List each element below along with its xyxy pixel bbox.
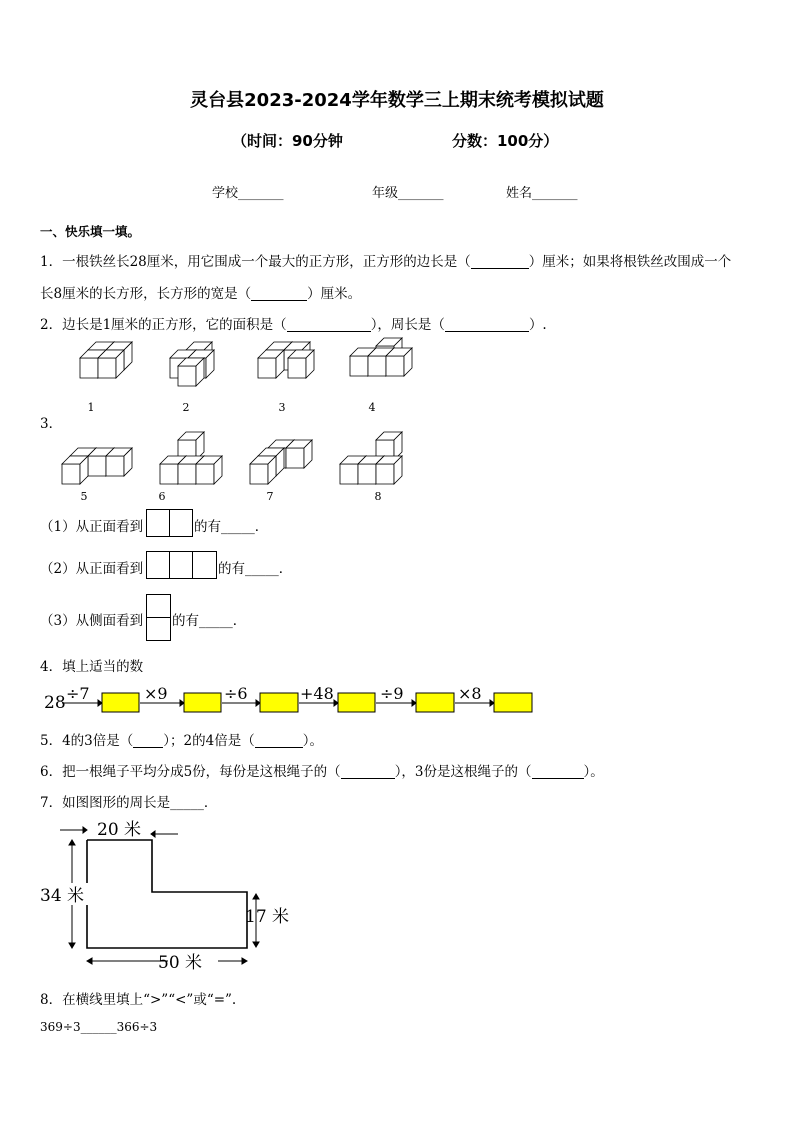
q2-text-c: ）. (528, 317, 547, 333)
question-1-line-1 (40, 250, 731, 270)
answer-box-5[interactable] (416, 693, 454, 712)
question-5 (40, 729, 323, 749)
cube-figure-8 (340, 432, 402, 484)
figure-label-1: 1 (87, 401, 95, 414)
label-bottom-50m: 50 米 (158, 953, 203, 973)
q1-text-a: 1．一根铁丝长28厘米，用它围成一个最大的正方形，正方形的边长是（ (40, 254, 471, 270)
cube-figures (0, 330, 794, 510)
answer-box-4[interactable] (338, 693, 375, 712)
figure-label-2: 2 (182, 401, 190, 414)
question-7: 7．如图图形的周长是_____． (40, 795, 218, 811)
op-divide-9: ÷9 (380, 684, 404, 703)
time-label: （时间：90分钟 (232, 132, 343, 150)
q3-sub3-answer[interactable]: 的有_____． (172, 613, 247, 629)
cube-figure-4 (350, 338, 412, 376)
question-4: 4．填上适当的数 (40, 659, 144, 675)
question-3-number: 3． (40, 416, 63, 432)
q3-sub1-label: （1）从正面看到 (40, 519, 144, 535)
question-6 (40, 760, 604, 780)
side-view-stacked-squares (146, 594, 172, 642)
q1-blank-2[interactable] (251, 286, 307, 301)
q5-text-c: ）。 (302, 733, 323, 749)
cube-figure-3 (258, 342, 314, 378)
front-view-three-squares (146, 551, 218, 579)
op-divide-6: ÷6 (224, 684, 248, 703)
q2-text-b: ），周长是（ (370, 317, 445, 333)
q2-text-a: 2．边长是1厘米的正方形，它的面积是（ (40, 317, 287, 333)
q3-sub3-label: （3）从侧面看到 (40, 613, 144, 629)
cube-figure-2 (170, 342, 214, 386)
q6-blank-2[interactable] (532, 764, 584, 779)
op-multiply-8: ×8 (458, 684, 482, 703)
figure-label-5: 5 (80, 490, 88, 503)
cube-figure-5 (62, 448, 132, 484)
label-right-17m: 17 米 (245, 907, 290, 927)
q6-text-a: 6．把一根绳子平均分成5份，每份是这根绳子的（ (40, 764, 341, 780)
calculation-chain (40, 680, 550, 716)
q3-sub2-answer[interactable]: 的有_____． (218, 561, 293, 577)
comparison-expression[interactable]: 369÷3______366÷3 (40, 1020, 158, 1034)
label-left-34m: 34 米 (40, 886, 85, 906)
q5-text-b: ）；2的4倍是（ (163, 733, 255, 749)
q3-sub2-label: （2）从正面看到 (40, 561, 144, 577)
section-heading: 一、快乐填一填。 (40, 224, 141, 239)
q1-text-b: ）厘米；如果将根铁丝改围成一个 (528, 254, 732, 270)
page-title: 灵台县2023-2024学年数学三上期末统考模拟试题 (190, 90, 604, 111)
answer-box-6[interactable] (494, 693, 532, 712)
answer-box-3[interactable] (260, 693, 298, 712)
figure-label-4: 4 (368, 401, 376, 414)
perimeter-figure (30, 815, 310, 975)
op-divide-7: ÷7 (66, 684, 90, 703)
answer-box-2[interactable] (184, 693, 221, 712)
op-multiply-9: ×9 (144, 684, 168, 703)
q1-blank-1[interactable] (471, 254, 529, 269)
school-field[interactable]: 学校_______ (212, 186, 284, 201)
q6-text-c: ）。 (583, 764, 604, 780)
q1-text-d: ）厘米。 (307, 286, 362, 302)
figure-label-6: 6 (158, 490, 166, 503)
front-view-two-squares (146, 509, 194, 537)
q1-text-c: 长8厘米的长方形，长方形的宽是（ (40, 286, 252, 302)
q5-blank-2[interactable] (255, 733, 303, 748)
grade-field[interactable]: 年级_______ (372, 186, 444, 201)
name-field[interactable]: 姓名_______ (506, 186, 578, 201)
cube-figure-6 (160, 432, 222, 484)
q5-blank-1[interactable] (133, 733, 163, 748)
q6-text-b: ），3份是这根绳子的（ (394, 764, 532, 780)
label-top-20m: 20 米 (97, 820, 142, 840)
figure-label-3: 3 (278, 401, 286, 414)
question-1-line-2 (40, 282, 361, 302)
q3-sub1-answer[interactable]: 的有_____． (194, 519, 269, 535)
op-plus-48: +48 (300, 684, 334, 703)
cube-figure-7 (250, 440, 312, 484)
cube-figure-1 (80, 342, 132, 378)
q5-text-a: 5．4的3倍是（ (40, 733, 134, 749)
figure-label-8: 8 (374, 490, 382, 503)
answer-box-1[interactable] (102, 693, 139, 712)
question-8: 8．在横线里填上“>”“<”或“=”. (40, 992, 237, 1008)
score-label: 分数：100分） (452, 132, 559, 150)
chain-start-number: 28 (44, 693, 66, 713)
q6-blank-1[interactable] (341, 764, 395, 779)
figure-label-7: 7 (266, 490, 274, 503)
